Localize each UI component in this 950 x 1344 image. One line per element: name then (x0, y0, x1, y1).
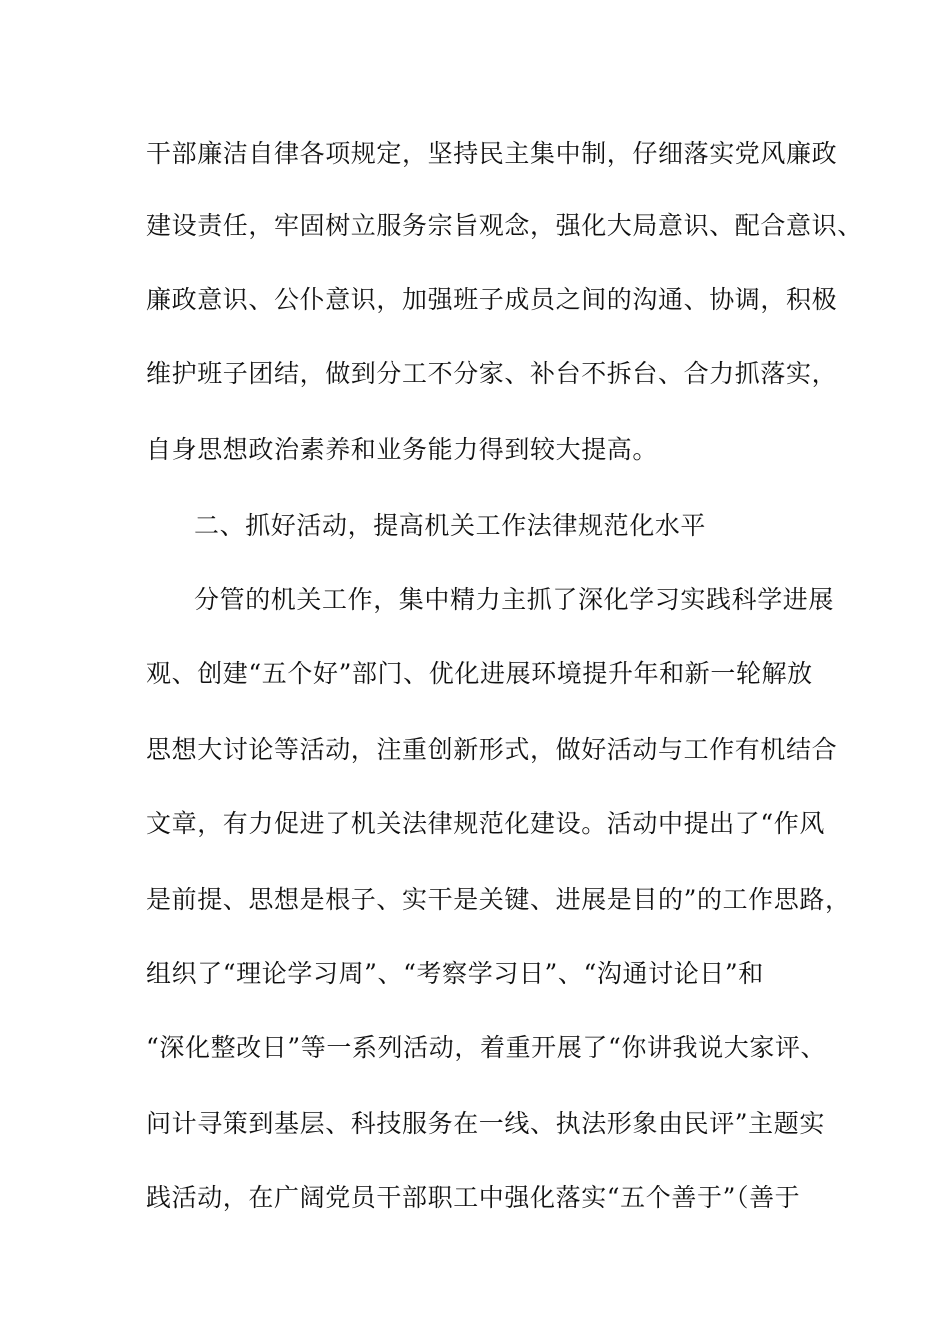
paragraph-line-7: 分管的机关工作，集中精力主抓了深化学习实践科学进展 (194, 585, 835, 614)
paragraph-line-13: “深化整改日”等一系列活动，着重开展了“你讲我说大家评、 (146, 1033, 827, 1062)
paragraph-line-11: 是前提、思想是根子、实干是关键、进展是目的”的工作思路， (146, 885, 851, 914)
paragraph-line-4: 维护班子团结，做到分工不分家、补台不拆台、合力抓落实， (146, 359, 838, 388)
paragraph-line-10: 文章，有力促进了机关法律规范化建设。活动中提出了“作风 (146, 809, 825, 838)
paragraph-line-9: 思想大讨论等活动，注重创新形式，做好活动与工作有机结合 (146, 735, 838, 764)
paragraph-line-1: 干部廉洁自律各项规定，坚持民主集中制，仔细落实党风廉政 (146, 139, 838, 168)
paragraph-line-12: 组织了“理论学习周”、“考察学习日”、“沟通讨论日”和 (146, 959, 764, 988)
paragraph-line-5: 自身思想政治素养和业务能力得到较大提高。 (146, 435, 659, 464)
paragraph-line-15: 践活动，在广阔党员干部职工中强化落实“五个善于”（善于 (146, 1183, 801, 1212)
section-heading: 二、抓好活动，提高机关工作法律规范化水平 (194, 511, 707, 540)
paragraph-line-3: 廉政意识、公仆意识，加强班子成员之间的沟通、协调，积极 (146, 285, 838, 314)
paragraph-line-14: 问计寻策到基层、科技服务在一线、执法形象由民评”主题实 (146, 1109, 825, 1138)
paragraph-line-2: 建设责任，牢固树立服务宗旨观念，强化大局意识、配合意识、 (146, 211, 863, 240)
paragraph-line-8: 观、创建“五个好”部门、优化进展环境提升年和新一轮解放 (146, 659, 813, 688)
